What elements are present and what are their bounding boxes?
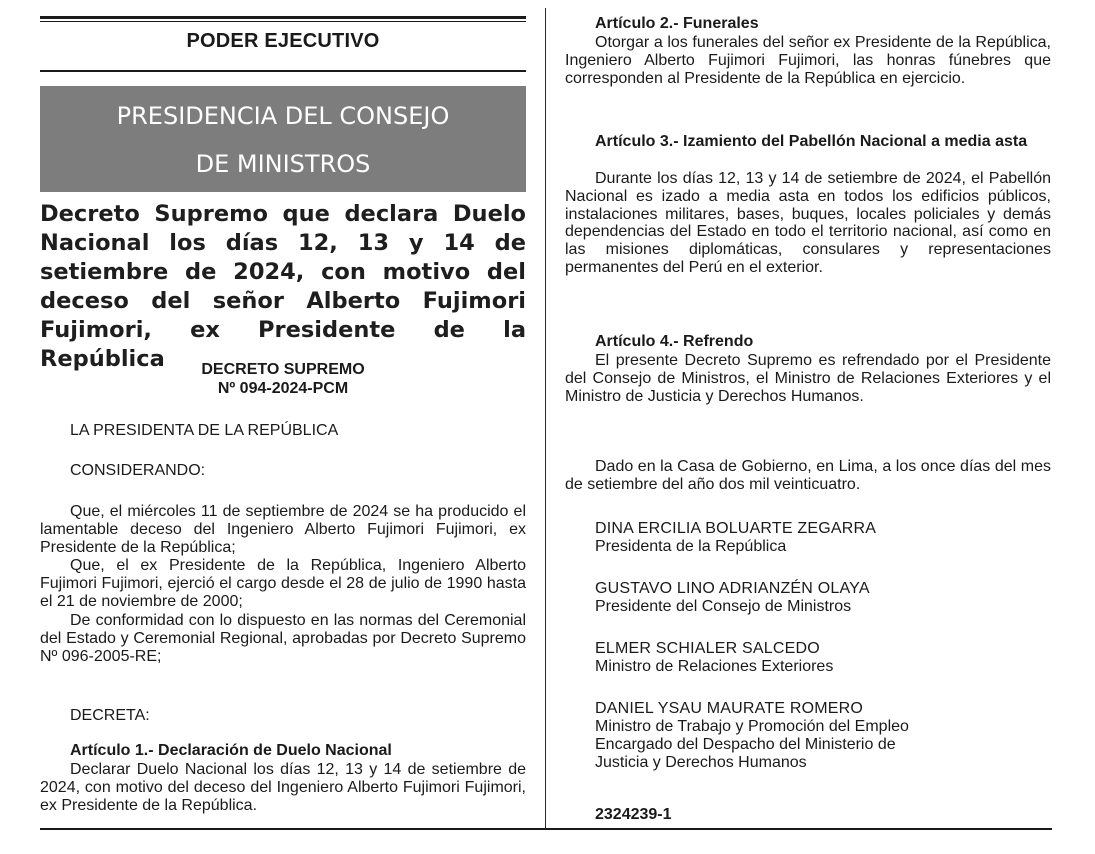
signatory-role: Justicia y Derechos Humanos — [595, 754, 807, 771]
article-3-heading: Artículo 3.- Izamiento del Pabellón Nacional a media asta — [595, 133, 1028, 150]
ministry-line-2: DE MINISTROS — [195, 150, 371, 178]
article-4-heading: Artículo 4.- Refrendo — [595, 333, 754, 350]
signatory-name: DINA ERCILIA BOLUARTE ZEGARRA — [595, 520, 877, 537]
article-3-body: Durante los días 12, 13 y 14 de setiembre de 2024, el Pabellón Nacional es izado a media asta en todos los edificios públicos, instalaciones militares, bases, buques, locales policiales y demás dependencias del Estado en todo el territorio nacional, así como en las misiones diplomáticas, consulares y representaciones permanentes del Perú en el exterior. — [565, 170, 1051, 276]
article-1-body: Declarar Duelo Nacional los días 12, 13 y 14 de setiembre de 2024, con motivo del deceso del Ingeniero Alberto Fujimori Fujimori, ex Presidente de la República. — [40, 761, 526, 814]
considering-paragraph-2: Que, el ex Presidente de la República, Ingeniero Alberto Fujimori Fujimori, ejerció el cargo desde el 28 de julio de 1990 hasta el 21 de noviembre de 2000; — [40, 557, 526, 610]
signatory-role: Ministro de Relaciones Exteriores — [595, 658, 834, 675]
issuer: LA PRESIDENTA DE LA REPÚBLICA — [70, 422, 339, 439]
signatory-name: DANIEL YSAU MAURATE ROMERO — [595, 700, 864, 717]
signatory-role: Encargado del Despacho del Ministerio de — [595, 736, 896, 753]
signatory-4 — [595, 700, 1081, 772]
considering-paragraph-3: De conformidad con lo dispuesto en las normas del Ceremonial del Estado y Ceremonial Regional, aprobadas por Decreto Supremo Nº 096-2005-RE; — [40, 612, 526, 665]
considering-label: CONSIDERANDO: — [70, 462, 206, 479]
considering-paragraph-1: Que, el miércoles 11 de septiembre de 2024 se ha producido el lamentable deceso del Ingeniero Alberto Fujimori Fujimori, ex Presidente de la República; — [40, 503, 526, 556]
article-1-heading: Artículo 1.- Declaración de Duelo Nacional — [70, 742, 392, 759]
signatory-role: Presidente del Consejo de Ministros — [595, 598, 852, 615]
closing-formula: Dado en la Casa de Gobierno, en Lima, a los once días del mes de setiembre del año dos mil veinticuatro. — [565, 458, 1051, 493]
article-2-body: Otorgar a los funerales del señor ex Presidente de la República, Ingeniero Alberto Fujimori Fujimori, las honras fúnebres que corresponden al Presidente de la República en ejercicio. — [565, 34, 1051, 87]
section-rule — [40, 70, 526, 72]
decree-title: Decreto Supremo que declara Duelo Nacional los días 12, 13 y 14 de setiembre de 2024, con motivo del deceso del señor Alberto Fujimori Fujimori, ex Presidente de la República — [40, 201, 526, 372]
ministry-banner — [40, 86, 526, 192]
bottom-rule — [40, 828, 1052, 830]
ministry-line-1: PRESIDENCIA DEL CONSEJO — [116, 102, 450, 130]
article-4-body: El presente Decreto Supremo es refrendado por el Presidente del Consejo de Ministros, el Ministro de Relaciones Exteriores y el Ministro de Justicia y Derechos Humanos. — [565, 352, 1051, 405]
signatory-2 — [595, 580, 1081, 616]
signatory-role: Presidenta de la República — [595, 538, 787, 555]
signatory-role: Ministro de Trabajo y Promoción del Empleo — [595, 718, 909, 735]
signatory-name: ELMER SCHIALER SALCEDO — [595, 640, 820, 657]
signatory-1 — [595, 520, 1081, 556]
top-double-rule — [40, 16, 526, 22]
decrees-label: DECRETA: — [70, 707, 150, 724]
signatory-3 — [595, 640, 1081, 676]
decree-type: DECRETO SUPREMO — [201, 361, 365, 378]
section-label: PODER EJECUTIVO — [186, 30, 380, 52]
decree-number: Nº 094-2024-PCM — [217, 380, 349, 397]
column-divider — [545, 8, 546, 830]
article-2-heading: Artículo 2.- Funerales — [595, 15, 759, 32]
signatory-name: GUSTAVO LINO ADRIANZÉN OLAYA — [595, 580, 870, 597]
reference-code: 2324239-1 — [595, 806, 672, 823]
